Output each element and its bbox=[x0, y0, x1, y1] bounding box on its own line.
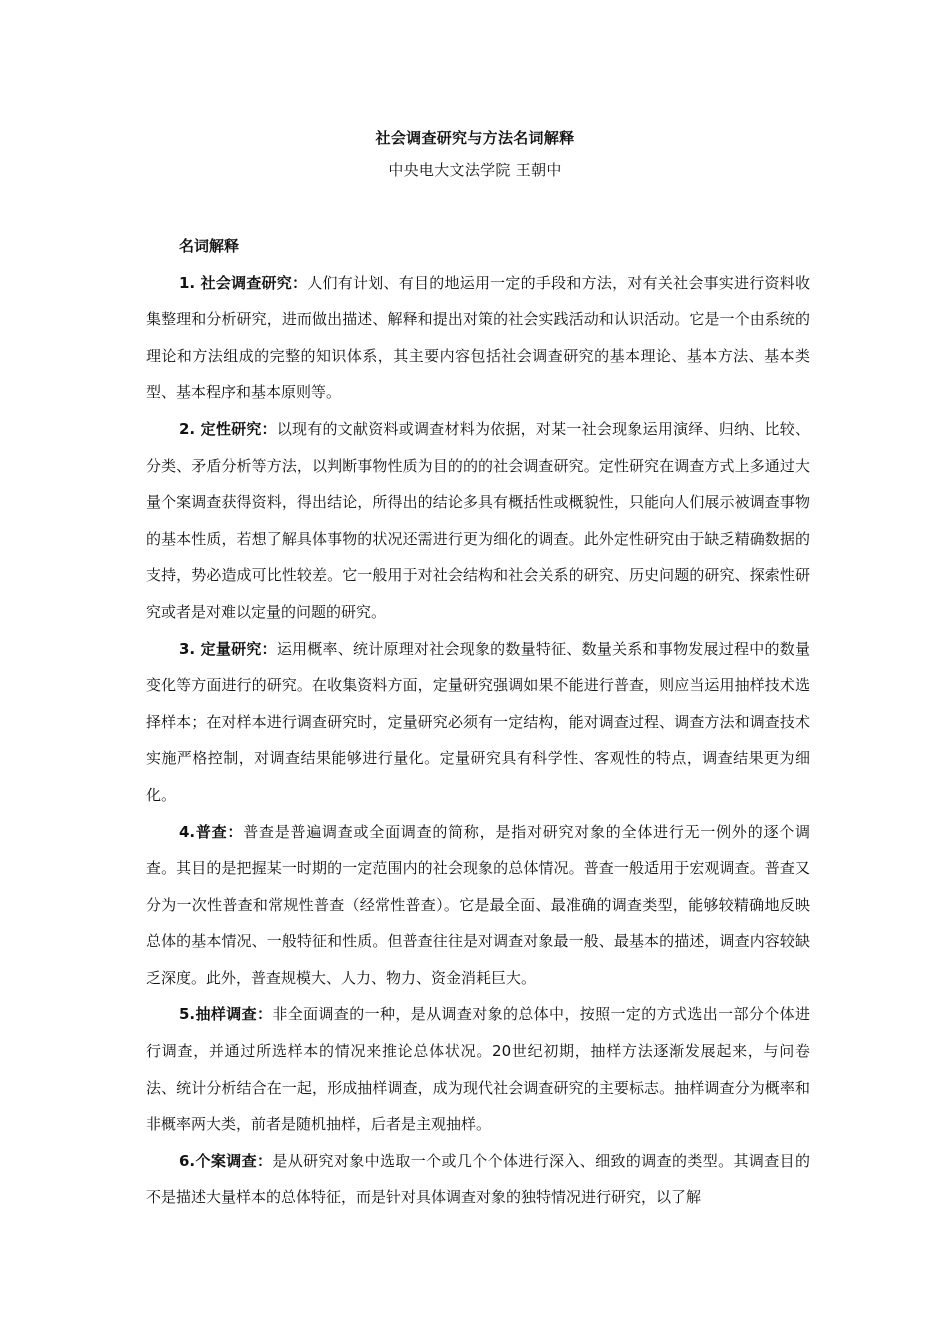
document-author: 中央电大文法学院 王朝中 bbox=[388, 161, 562, 179]
entry-term: 6.个案调查： bbox=[179, 1151, 273, 1170]
entry-definition: 以现有的文献资料或调查材料为依据，对某一社会现象运用演绎、归纳、比较、分类、矛盾分析等方法，以判断事物性质为目的的的社会调查研究。定性研究在调查方式上多通过大量个案调查获得资料，得出结论，所得出的结论多具有概括性或概貌性，只能向人们展示被调查事物的基本性质，若想了解具体事物的状况还需进行更为细化的调查。此外定性研究由于缺乏精确数据的支持，势必造成可比性较差。它一般用于对社会结构和社会关系的研究、历史问题的研究、探索性研究或者是对难以定量的问题的研究。 bbox=[146, 419, 810, 621]
entry-term: 1. 社会调查研究： bbox=[179, 273, 308, 292]
entry-definition: 普查是普遍调查或全面调查的简称，是指对研究对象的全体进行无一例外的逐个调查。其目的是把握某一时期的一定范围内的社会现象的总体情况。普查一般适用于宏观调查。普查又分为一次性普查和常规性普查（经常性普查）。它是最全面、最准确的调查类型，能够较精确地反映总体的基本情况、一般特征和性质。但普查往往是对调查对象最一般、最基本的描述，调查内容较缺乏深度。此外，普查规模大、人力、物力、资金消耗巨大。 bbox=[146, 822, 810, 987]
entry-qualitative-research bbox=[146, 411, 810, 631]
entry-quantitative-research bbox=[146, 631, 810, 814]
entry-social-survey-research bbox=[146, 265, 810, 411]
entry-census bbox=[146, 814, 810, 997]
entry-definition: 运用概率、统计原理对社会现象的数量特征、数量关系和事物发展过程中的数量变化等方面进行的研究。在收集资料方面，定量研究强调如果不能进行普查，则应当运用抽样技术选择样本；在对样本进行调查研究时，定量研究必须有一定结构，能对调查过程、调查方法和调查技术实施严格控制，对调查结果能够进行量化。定量研究具有科学性、客观性的特点，调查结果更为细化。 bbox=[146, 639, 810, 804]
document-body bbox=[146, 228, 810, 1216]
entry-case-study bbox=[146, 1143, 810, 1216]
entry-term: 3. 定量研究： bbox=[179, 639, 277, 658]
entry-definition: 非全面调查的一种，是从调查对象的总体中，按照一定的方式选出一部分个体进行调查，并通过所选样本的情况来推论总体状况。20世纪初期，抽样方法逐渐发展起来，与问卷法、统计分析结合在一起，形成抽样调查，成为现代社会调查研究的主要标志。抽样调查分为概率和非概率两大类，前者是随机抽样，后者是主观抽样。 bbox=[146, 1005, 810, 1134]
entry-definition: 是从研究对象中选取一个或几个个体进行深入、细致的调查的类型。其调查目的不是描述大量样本的总体特征，而是针对具体调查对象的独特情况进行研究，以了解 bbox=[146, 1151, 810, 1207]
document-title: 社会调查研究与方法名词解释 bbox=[375, 129, 575, 147]
entry-term: 2. 定性研究： bbox=[179, 419, 277, 438]
section-heading: 名词解释 bbox=[179, 237, 240, 255]
entry-sample-survey bbox=[146, 996, 810, 1142]
entry-definition: 人们有计划、有目的地运用一定的手段和方法，对有关社会事实进行资料收集整理和分析研究，进而做出描述、解释和提出对策的社会实践活动和认识活动。它是一个由系统的理论和方法组成的完整的知识体系，其主要内容包括社会调查研究的基本理论、基本方法、基本类型、基本程序和基本原则等。 bbox=[146, 273, 811, 402]
entry-term: 5.抽样调查： bbox=[179, 1005, 273, 1024]
entry-term: 4.普查： bbox=[179, 822, 244, 841]
